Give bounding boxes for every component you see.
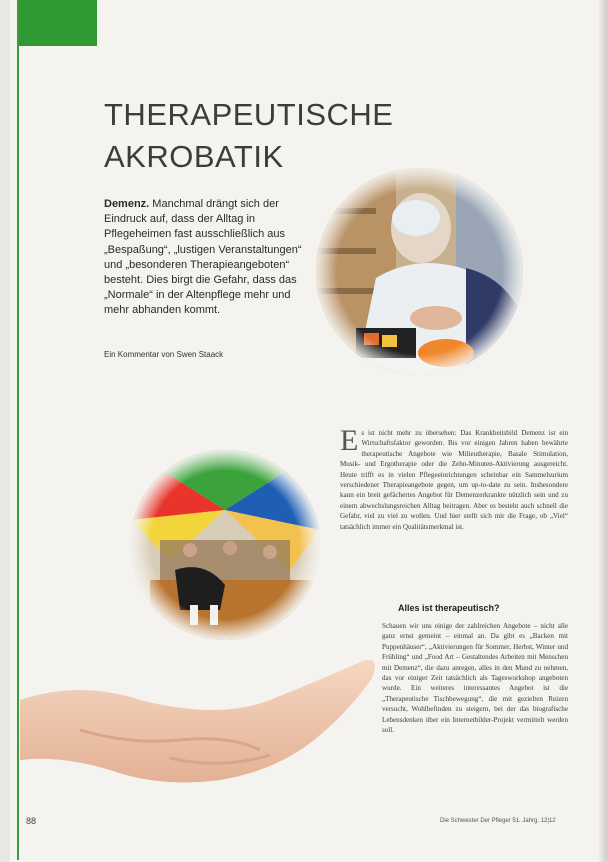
open-hand-image	[20, 660, 380, 810]
page-left-edge	[0, 0, 10, 862]
drop-cap: E	[340, 424, 359, 457]
green-margin-line	[17, 0, 19, 860]
section-subheading: Alles ist therapeutisch?	[398, 603, 500, 613]
magazine-footer: Die Schwester Der Pfleger 51. Jahrg. 12|12	[440, 818, 556, 824]
author-line: Ein Kommentar von Swen Staack	[104, 350, 224, 359]
lead-text: Manchmal drängt sich der Eindruck auf, dass der Alltag in Pflegeheimen fast ausschließlich aus „Bespaßung“, „lustigen Veranstaltungen“ und „besonderen Therapieangeboten“ besteht. Dies birgt die Gefahr, dass das „Normale“ in der Altenpflege mehr und mehr abhanden kommt.	[104, 198, 302, 317]
photo-parachute-game	[130, 450, 320, 640]
photo-elderly-painting	[316, 168, 523, 375]
article-paragraph-2: Schauen wir uns einige der zahlreichen Angebote – nicht alle ganz ernst gemeint – einmal an. Da gibt es „Backen mit Puppenhäuser“, „Aktivierungen für Sommer, Herbst, Winter und Frühling“ und „Food Art – Gestaltendes Arbeiten mit Menschen mit Demenz“, die dazu anregen, alles in den Mund zu nehmen, das vor einiger Zeit tatsächlich als Tagesworkshop angeboten wurde. Ein weiteres interessantes Angebot ist die „Therapeutische Tischbewegung“, die mit gezielten Reizen versucht, Wohlbefinden zu steigern, bei der das biografische Lebensdenken über ein Internetbilder-Projekt vermittelt werden soll.	[382, 622, 568, 735]
article-paragraph-1	[340, 424, 568, 532]
article-title	[104, 94, 393, 178]
paragraph-1-text: s ist nicht mehr zu übersehen: Das Krankheitsbild Demenz ist ein Wirtschaftsfaktor geworden. Bis vor einigen Jahren haben bewährte therapeutische Angebote wie Milieutherapie, Basale Stimulation, Musik- und Ergotherapie oder die Zehn-Minuten-Aktivierung ausgereicht. Heute trifft es in vielen Pflegeeinrichtungen scheinbar ein Sammelsurium verschiedener Therapieangebote gegen, um up-to-date zu sein. Insbesondere kann ein breit gefächertes Angebot für Demenzerkrankte nützlich sein und zu einem abwechslungsreichen Alltag beitragen. Aber es besteht auch schnell die Gefahr, viel zu viel zu wollen. Und hier stellt sich mir die Frage, ob „Viel“ tatsächlich immer ein Qualitätsmerkmal ist.	[340, 429, 568, 531]
section-color-tab	[17, 0, 97, 46]
title-line-1: THERAPEUTISCHE	[104, 97, 394, 132]
lead-paragraph	[104, 197, 314, 319]
title-line-2: AKROBATIK	[104, 139, 284, 174]
page-right-edge	[599, 0, 607, 862]
page-number: 88	[26, 816, 37, 826]
lead-keyword: Demenz.	[104, 198, 150, 210]
